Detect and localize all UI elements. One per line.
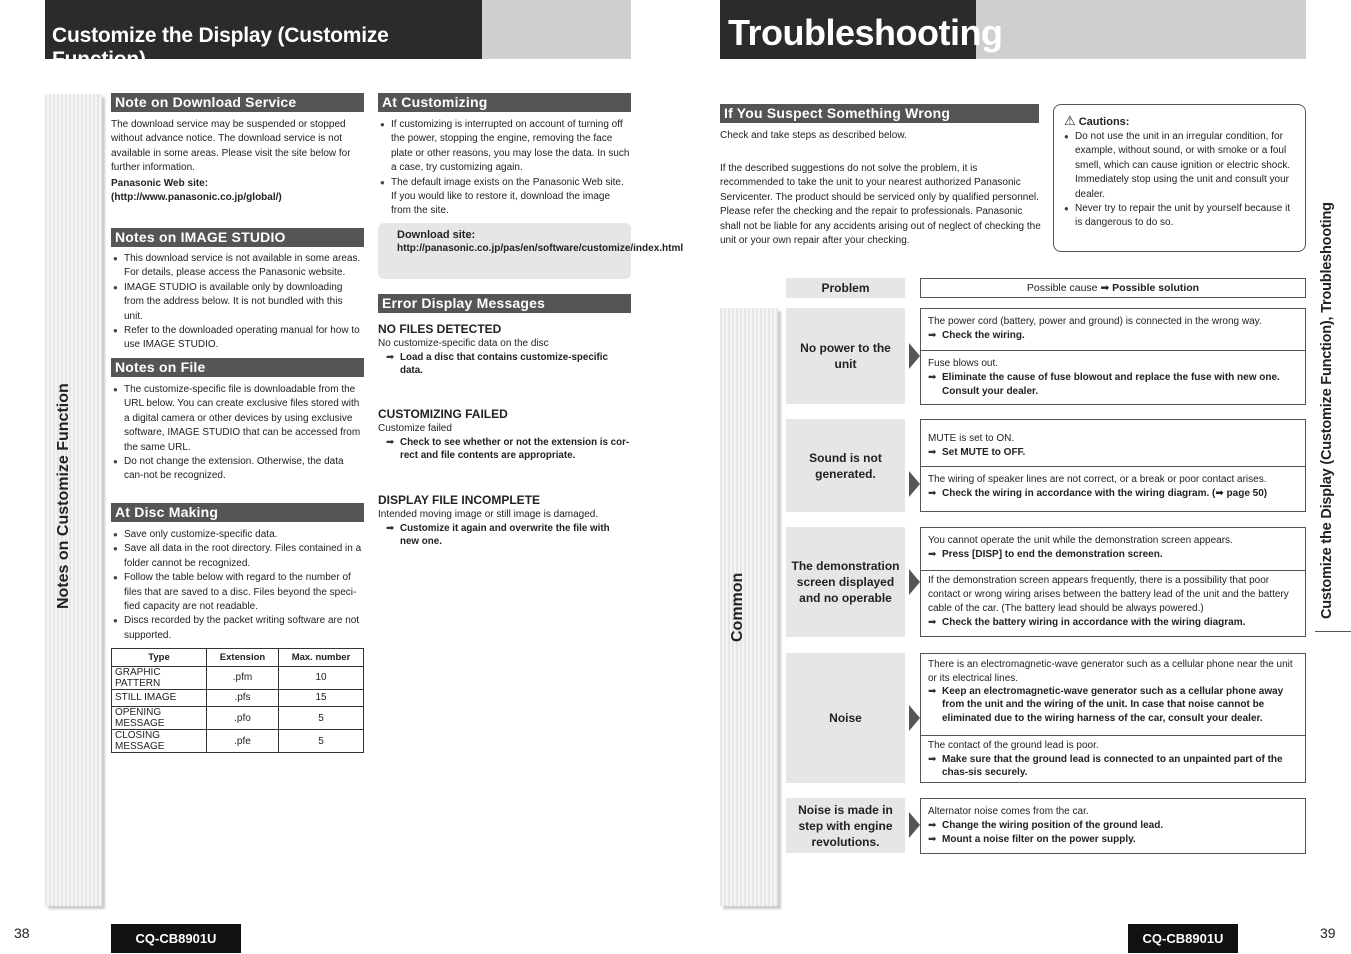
solution-text: ➡ Check the wiring. bbox=[928, 329, 1298, 343]
solution-text: ➡ Make sure that the ground lead is connected to an unpainted part of the chas-sis securely. bbox=[928, 753, 1298, 779]
table-cell: 5 bbox=[279, 730, 364, 753]
error-item bbox=[378, 407, 631, 462]
left-page-title: Customize the Display (Customize Function) bbox=[45, 0, 482, 59]
pointer-arrow-icon bbox=[909, 343, 920, 369]
left-page-number: 38 bbox=[14, 925, 30, 941]
right-side-divider bbox=[1315, 631, 1351, 632]
warning-icon: ⚠ bbox=[1064, 113, 1076, 128]
download-service-section bbox=[111, 118, 364, 205]
common-label: Common bbox=[729, 572, 746, 642]
solution-text: ➡ Eliminate the cause of fuse blowout and replace the fuse with new one. Consult your dealer. bbox=[928, 371, 1298, 399]
cause-text: If the demonstration screen appears frequently, there is a possibility that poor contact or wrong wiring arises between the battery lead of the unit and the battery cable of the car. (The battery lead should be always powered.) bbox=[928, 575, 1289, 614]
web-site-label: Panasonic Web site: bbox=[111, 177, 209, 189]
cause-block bbox=[921, 528, 1305, 570]
web-site-url: (http://www.panasonic.co.jp/global/) bbox=[111, 192, 282, 204]
error-code: NO FILES DETECTED bbox=[378, 322, 502, 336]
list-item: ● Never try to repair the unit by yourself because it is dangerous to do so. bbox=[1062, 202, 1297, 231]
suspect-heading: If You Suspect Something Wrong bbox=[720, 104, 1039, 123]
error-code: DISPLAY FILE INCOMPLETE bbox=[378, 493, 541, 507]
cause-text: Fuse blows out. bbox=[928, 358, 999, 369]
list-item: ● Save all data in the root directory. Files contained in a folder cannot be recognized. bbox=[111, 542, 364, 571]
pointer-arrow-icon bbox=[909, 812, 920, 838]
table-cell: OPENING MESSAGE bbox=[112, 707, 207, 730]
cause-text: Alternator noise comes from the car. bbox=[928, 806, 1089, 817]
error-code: CUSTOMIZING FAILED bbox=[378, 407, 508, 421]
pointer-arrow-icon bbox=[909, 569, 920, 595]
error-description: No customize-specific data on the disc bbox=[378, 338, 549, 349]
suspect-intro: Check and take steps as described below. bbox=[720, 130, 907, 141]
cause-block bbox=[921, 420, 1305, 466]
cause-block bbox=[921, 570, 1305, 634]
solution-box bbox=[920, 798, 1306, 854]
cause-block bbox=[921, 735, 1305, 783]
table-cell: 5 bbox=[279, 707, 364, 730]
cause-text: There is an electromagnetic-wave generator such as a cellular phone near the unit or its electrical lines. bbox=[928, 659, 1293, 684]
column-header: Extension bbox=[207, 649, 279, 667]
error-fix: ➡ Load a disc that contains customize-specific data. bbox=[386, 351, 631, 377]
right-model-badge: CQ-CB8901U bbox=[1128, 924, 1238, 953]
table-cell: 10 bbox=[279, 666, 364, 689]
cause-text: The power cord (battery, power and ground) is connected in the wrong way. bbox=[928, 316, 1262, 327]
problem-cell: Sound is not generated. bbox=[786, 419, 905, 512]
arrow-icon: ➡ bbox=[1100, 282, 1110, 294]
cautions-title bbox=[1064, 114, 1297, 129]
left-side-stripe bbox=[45, 94, 102, 906]
download-site-url: http://panasonic.co.jp/pas/en/software/customize/index.html bbox=[397, 243, 684, 254]
solution-text: ➡ Keep an electromagnetic-wave generator such as a cellular phone away from the unit and the wiring of the unit. In case that noise cannot be eliminated due to the wiring harness of the car, consult your dealer. bbox=[928, 685, 1298, 725]
list-item: ● Discs recorded by the packet writing software are not supported. bbox=[111, 614, 364, 643]
table-cell: STILL IMAGE bbox=[112, 689, 207, 707]
cause-text: MUTE is set to ON. bbox=[928, 433, 1015, 444]
error-description: Customize failed bbox=[378, 423, 452, 434]
problem-cell: No power to the unit bbox=[786, 308, 905, 404]
solution-text: ➡ Change the wiring position of the ground lead. bbox=[928, 819, 1298, 833]
download-service-text: The download service may be suspended or stopped without advance notice. The download service is not available in some areas. Please visit the site below for further information. bbox=[111, 119, 351, 174]
problem-cell: The demonstration screen displayed and no operable bbox=[786, 527, 905, 637]
cause-block bbox=[921, 309, 1305, 350]
list-item: ● The default image exists on the Panasonic Web site. If you would like to restore it, download the image from the site. bbox=[378, 176, 631, 219]
solution-box bbox=[920, 653, 1306, 783]
image-studio-list bbox=[111, 252, 364, 353]
table-row bbox=[112, 730, 364, 753]
table-cell: .pfe bbox=[207, 730, 279, 753]
list-item: ● Follow the table below with regard to the number of files that are saved to a disc. Files beyond the speci-fied capacity are not readable. bbox=[111, 571, 364, 614]
solution-text: ➡ Set MUTE to OFF. bbox=[928, 446, 1298, 460]
problem-cell: Noise is made in step with engine revolutions. bbox=[786, 798, 905, 853]
table-row bbox=[112, 689, 364, 707]
list-item: ● Save only customize-specific data. bbox=[111, 528, 364, 542]
cause-block bbox=[921, 654, 1305, 735]
cautions-box bbox=[1053, 104, 1306, 252]
solution-box bbox=[920, 527, 1306, 637]
cautions-list bbox=[1062, 130, 1297, 231]
table-cell: CLOSING MESSAGE bbox=[112, 730, 207, 753]
list-item: ● IMAGE STUDIO is available only by downloading from the address below. It is not bundled with this unit. bbox=[111, 281, 364, 324]
error-fix: ➡ Check to see whether or not the extension is cor-rect and file contents are appropriate. bbox=[386, 436, 631, 462]
solution-text: ➡ Mount a noise filter on the power supply. bbox=[928, 833, 1298, 847]
error-messages-heading: Error Display Messages bbox=[378, 294, 631, 313]
right-side-title: Customize the Display (Customize Function), Troubleshooting bbox=[1319, 202, 1335, 619]
file-notes-heading: Notes on File bbox=[111, 358, 364, 377]
right-page-title: Troubleshooting bbox=[720, 0, 976, 59]
cause-block bbox=[921, 350, 1305, 403]
cause-block bbox=[921, 799, 1305, 851]
possible-cause-label: Possible cause bbox=[1026, 282, 1098, 294]
cause-solution-header bbox=[920, 278, 1306, 298]
table-row bbox=[112, 707, 364, 730]
download-site-box bbox=[378, 223, 684, 279]
table-cell: .pfm bbox=[207, 666, 279, 689]
list-item: ● Do not use the unit in an irregular condition, for example, without sound, or with smoke or a foul smell, which can cause ignition or electric shock. Immediately stop using the unit and consult your dealer. bbox=[1062, 130, 1297, 202]
download-service-heading: Note on Download Service bbox=[111, 93, 364, 112]
solution-box bbox=[920, 419, 1306, 512]
possible-solution-label: Possible solution bbox=[1112, 282, 1200, 294]
table-row bbox=[112, 666, 364, 689]
problem-column-header: Problem bbox=[786, 278, 905, 298]
cause-text: The contact of the ground lead is poor. bbox=[928, 740, 1099, 751]
download-site-label: Download site: bbox=[397, 229, 476, 241]
file-limit-table bbox=[111, 648, 364, 753]
pointer-arrow-icon bbox=[909, 705, 920, 731]
solution-text: ➡ Press [DISP] to end the demonstration screen. bbox=[928, 548, 1298, 562]
disc-making-list bbox=[111, 528, 364, 643]
cautions-label: Cautions: bbox=[1078, 116, 1130, 128]
list-item: ● Refer to the downloaded operating manual for how to use IMAGE STUDIO. bbox=[111, 324, 364, 353]
suspect-text: If the described suggestions do not solve the problem, it is recommended to take the unit to your nearest authorized Panasonic Servicenter. The product should be serviced only by qualified personnel. Please refer the checking and the repair to professionals. Panasonic shall not be liable for any accidents arising out of neglect of checking the unit or your own repair after your checking. bbox=[720, 163, 1041, 247]
cause-text: You cannot operate the unit while the demonstration screen appears. bbox=[928, 535, 1233, 546]
image-studio-heading: Notes on IMAGE STUDIO bbox=[111, 228, 364, 247]
table-cell: .pfs bbox=[207, 689, 279, 707]
list-item: ● If customizing is interrupted on account of turning off the power, stopping the engine, removing the face plate or other reasons, you may lose the data. In such a case, try customizing again. bbox=[378, 118, 631, 176]
solution-text: ➡ Check the wiring in accordance with the wiring diagram. (➡ page 50) bbox=[928, 487, 1298, 501]
error-fix: ➡ Customize it again and overwrite the file with new one. bbox=[386, 522, 631, 548]
problem-cell: Noise bbox=[786, 653, 905, 783]
at-customizing-heading: At Customizing bbox=[378, 93, 631, 112]
list-item: ● Do not change the extension. Otherwise, the data can-not be recognized. bbox=[111, 455, 364, 484]
solution-text: ➡ Check the battery wiring in accordance with the wiring diagram. bbox=[928, 616, 1298, 630]
column-header: Type bbox=[112, 649, 207, 667]
error-item bbox=[378, 322, 631, 377]
cause-block bbox=[921, 466, 1305, 505]
error-item bbox=[378, 493, 631, 548]
error-description: Intended moving image or still image is damaged. bbox=[378, 509, 599, 520]
table-cell: .pfo bbox=[207, 707, 279, 730]
left-model-badge: CQ-CB8901U bbox=[111, 924, 241, 953]
list-item: ● This download service is not available in some areas. For details, please access the Panasonic website. bbox=[111, 252, 364, 281]
solution-box bbox=[920, 308, 1306, 405]
left-side-title: Notes on Customize Function bbox=[55, 383, 72, 609]
disc-making-heading: At Disc Making bbox=[111, 503, 364, 522]
pointer-arrow-icon bbox=[909, 471, 920, 497]
right-page-number: 39 bbox=[1320, 925, 1336, 941]
at-customizing-list bbox=[378, 118, 631, 219]
cause-text: The wiring of speaker lines are not correct, or a break or poor contact arises. bbox=[928, 474, 1267, 485]
list-item: ● The customize-specific file is downloadable from the URL below. You can create exclusive files stored with a digital camera or other devices by using exclusive software, IMAGE STUDIO that can be accessed from the same URL. bbox=[111, 383, 364, 455]
column-header: Max. number bbox=[279, 649, 364, 667]
file-notes-list bbox=[111, 383, 364, 484]
table-cell: GRAPHIC PATTERN bbox=[112, 666, 207, 689]
table-header-row bbox=[112, 649, 364, 667]
table-cell: 15 bbox=[279, 689, 364, 707]
